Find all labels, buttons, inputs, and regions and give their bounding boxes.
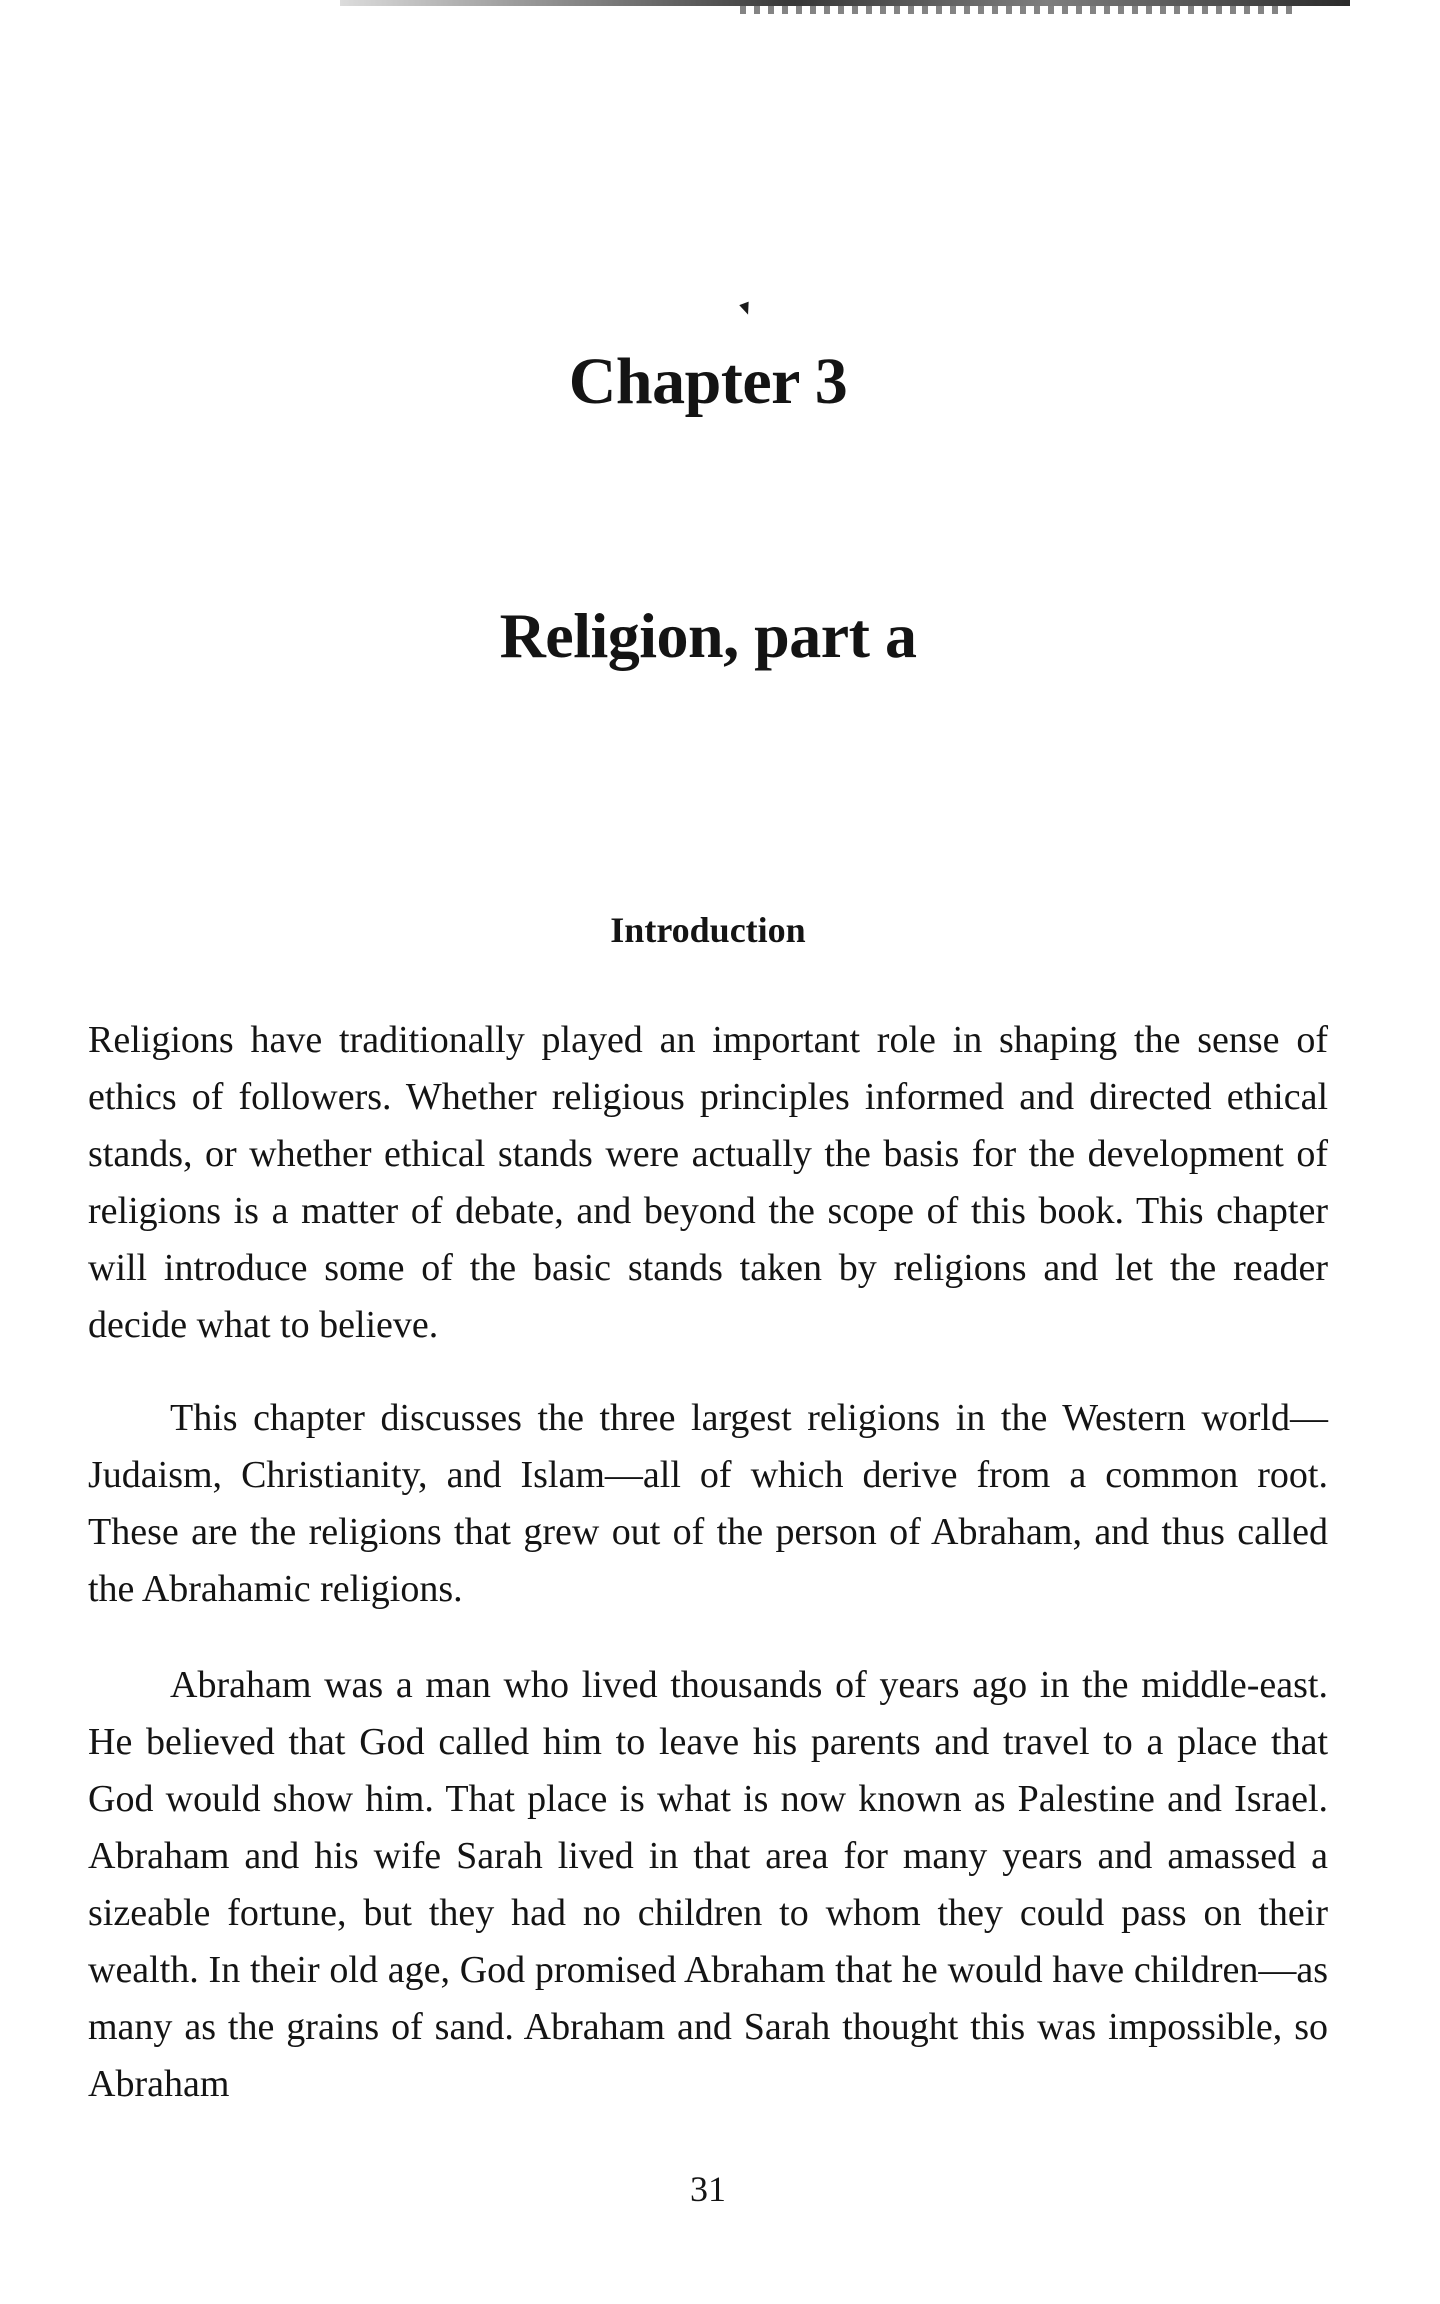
ink-speck-mark bbox=[739, 302, 753, 317]
scan-top-edge bbox=[340, 0, 1350, 6]
paragraph-1: Religions have traditionally played an important role in shaping the sense of ethics of followers. Whether religious principles informed and directed ethical stands, or whether ethical stands were actually the basis for the development of religions is a matter of debate, and beyond the scope of this book. This chapter will introduce some of the basic stands taken by religions and let the reader decide what to believe. bbox=[88, 1019, 1328, 1346]
chapter-label: Chapter 3 bbox=[568, 345, 848, 418]
section-heading: Introduction bbox=[610, 910, 806, 950]
paragraph-3: Abraham was a man who lived thousands of years ago in the middle-east. He believed that God called him to leave his parents and travel to a place that God would show him. That place is what is now known as Palestine and Israel. Abraham and his wife Sarah lived in that area for many years and amassed a sizeable fortune, but they had no children to whom they could pass on their wealth. In their old age, God promised Abraham that he would have children—as many as the grains of sand. Abraham and Sarah thought this was impossible, so Abraham bbox=[88, 1664, 1328, 2105]
paragraph-2: This chapter discusses the three largest religions in the Western world—Judaism, Christianity, and Islam—all of which derive from a common root. These are the religions that grew out of the person of Abraham, and thus called the Abrahamic religions. bbox=[88, 1397, 1328, 1610]
chapter-title: Religion, part a bbox=[499, 600, 917, 671]
page-number: 31 bbox=[690, 2169, 726, 2209]
